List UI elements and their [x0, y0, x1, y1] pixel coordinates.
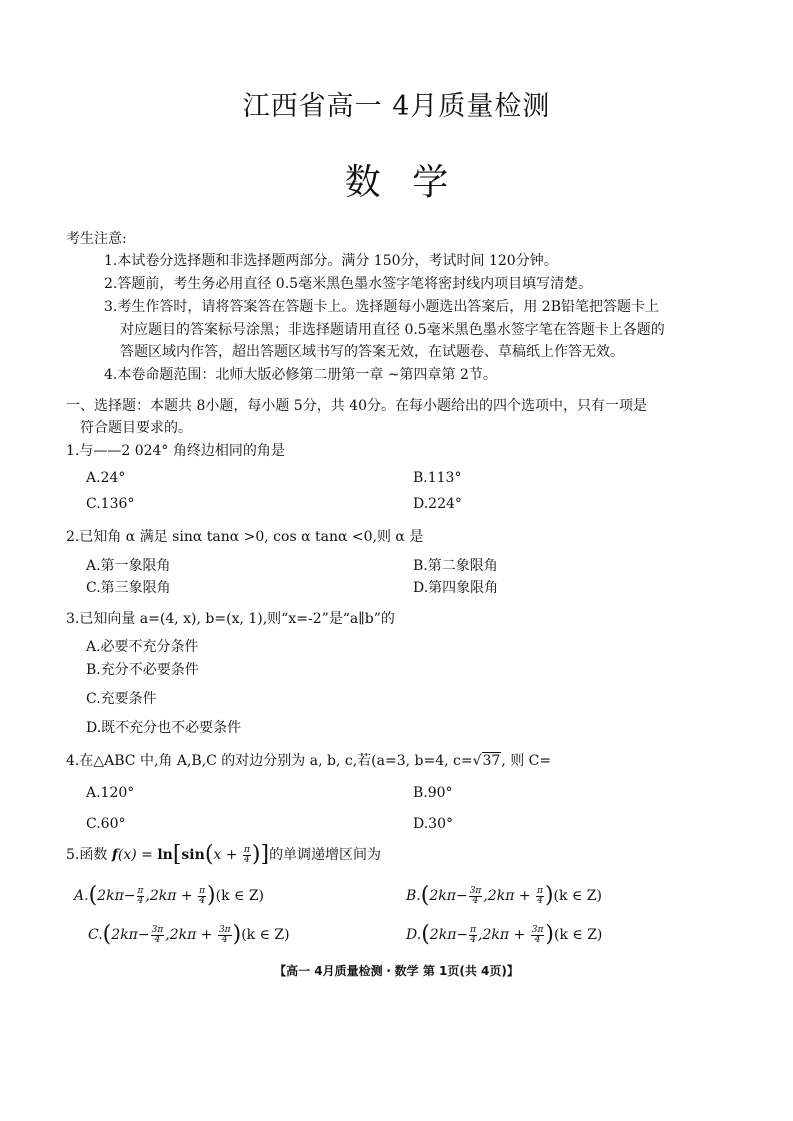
q4-option-d: D.30° [413, 816, 453, 832]
q5-option-b-label: B. [406, 888, 421, 904]
q4-stem [66, 751, 551, 771]
q3-option-c: C.充要条件 [86, 691, 157, 707]
q2-option-c: C.第三象限角 [86, 580, 171, 596]
q5-function-formula: f(x) = ln[sin(x + $\frac{\pi}{4}$ )] [111, 842, 270, 867]
q3-option-b: B.充分不必要条件 [86, 662, 199, 678]
notice-item-4: 4.本卷命题范围：北师大版必修第二册第一章 ~第四章第 2节。 [104, 367, 497, 383]
q2-option-b: B.第二象限角 [413, 558, 498, 574]
q5-option-d-k: (k ∈ Z) [553, 927, 603, 943]
exam-title: 江西省高一 4月质量检测 [242, 91, 551, 122]
page-footer: 【高一 4月质量检测・数学 第 1页(共 4页)】 [274, 964, 519, 978]
sqrt-symbol: √37 [472, 753, 501, 769]
q1-option-a: A.24° [86, 470, 126, 486]
q5-option-c-label: C. [88, 927, 103, 943]
notice-item-3-cont-1: 对应题目的答案标号涂黑；非选择题请用直径 0.5毫米黑色墨水签字笔在答题卡上各题的 [120, 322, 665, 338]
q1-stem: 1.与——2 024° 角终边相同的角是 [66, 443, 285, 459]
q5-stem-prefix: 5.函数 [66, 847, 108, 863]
q4-radicand: 37 [482, 753, 501, 769]
q3-option-a: A.必要不充分条件 [86, 639, 199, 655]
q1-option-c: C.136° [86, 496, 135, 512]
q5-option-d-label: D. [406, 927, 422, 943]
subject-title: 数 学 [344, 162, 449, 203]
q5-option-c-k: (k ∈ Z) [241, 927, 290, 943]
notice-item-3-cont-2: 答题区域内作答，超出答题区域书写的答案无效，在试题卷、草稿纸上作答无效。 [120, 344, 624, 360]
q5-option-c: C.(2kπ− $\frac{3\pi}{4}$ ,2kπ + $\frac{3\pi}{4}$ )(k ∈ Z) [88, 922, 290, 947]
q5-option-b-k: (k ∈ Z) [553, 888, 602, 904]
q5-option-a-label: A. [74, 888, 89, 904]
q5-option-d: D.(2kπ− $\frac{\pi}{4}$ ,2kπ + $\frac{3\pi}{4}$ )(k ∈ Z) [406, 922, 603, 947]
q2-option-a: A.第一象限角 [86, 558, 171, 574]
notice-item-3: 3.考生作答时，请将答案答在答题卡上。选择题每小题选出答案后，用 2B铅笔把答题卡上 [104, 299, 660, 315]
section-heading: 一、选择题：本题共 8小题，每小题 5分，共 40分。在每小题给出的四个选项中，只有一项是 [66, 398, 647, 414]
q4-option-c: C.60° [86, 816, 126, 832]
section-heading-cont: 符合题目要求的。 [80, 420, 192, 436]
q4-stem-prefix: 4.在△ABC 中,角 A,B,C 的对边分别为 a, b, c,若(a=3, b=4, c= [66, 753, 473, 769]
q5-option-a-k: (k ∈ Z) [215, 888, 265, 904]
q3-stem: 3.已知向量 a=(4, x), b=(x, 1),则“x=-2”是“a∥b”的 [66, 611, 395, 627]
q1-option-b: B.113° [413, 470, 462, 486]
q4-stem-suffix: , 则 C= [501, 753, 552, 769]
q5-option-b: B.(2kπ− $\frac{3\pi}{4}$ ,2kπ + $\frac{\pi}{4}$ )(k ∈ Z) [406, 883, 602, 908]
q2-option-d: D.第四象限角 [413, 580, 499, 596]
notice-item-1: 1.本试卷分选择题和非选择题两部分。满分 150分，考试时间 120分钟。 [104, 253, 558, 269]
notice-heading: 考生注意: [66, 231, 127, 247]
q5-stem [66, 842, 382, 867]
q4-option-b: B.90° [413, 785, 453, 801]
q3-option-d: D.既不充分也不必要条件 [86, 720, 242, 736]
q5-option-a: A.(2kπ− $\frac{\pi}{4}$ ,2kπ + $\frac{\pi}{4}$ )(k ∈ Z) [74, 883, 265, 908]
notice-item-2: 2.答题前，考生务必用直径 0.5毫米黑色墨水签字笔将密封线内项目填写清楚。 [104, 276, 593, 292]
q1-option-d: D.224° [413, 496, 462, 512]
q5-stem-suffix: 的单调递增区间为 [269, 847, 382, 863]
q2-stem: 2.已知角 α 满足 sinα tanα >0, cos α tanα <0,则 α 是 [66, 529, 424, 545]
q4-option-a: A.120° [86, 785, 135, 801]
